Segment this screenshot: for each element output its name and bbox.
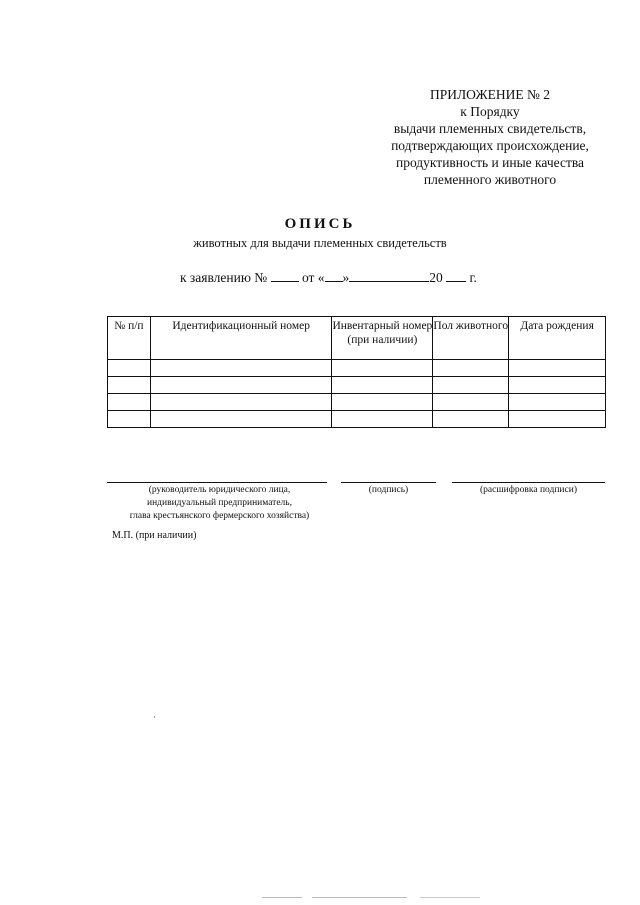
application-year-prefix: 20 — [429, 270, 443, 285]
header-sex: Пол животного — [433, 317, 509, 360]
signature-line[interactable] — [341, 482, 436, 483]
head-signature-line[interactable] — [107, 482, 327, 483]
header-inventory-number: Инвентарный номер (при наличии) — [332, 317, 433, 360]
application-year-suffix: г. — [469, 270, 477, 285]
document-subtitle: животных для выдачи племенных свидетельств — [193, 236, 447, 250]
head-caption-line: глава крестьянского фермерского хозяйства) — [129, 511, 310, 521]
scan-speck — [154, 716, 155, 718]
table-cell[interactable] — [332, 360, 433, 377]
application-number-field[interactable] — [271, 269, 299, 282]
sign-caption: (подпись) — [368, 485, 409, 495]
table-cell[interactable] — [509, 360, 606, 377]
application-line — [180, 269, 477, 286]
table-row — [108, 411, 606, 428]
application-month-field[interactable] — [349, 269, 429, 282]
signature-decode-line[interactable] — [452, 482, 605, 483]
stamp-label: М.П. (при наличии) — [112, 530, 197, 541]
table-cell[interactable] — [150, 411, 332, 428]
appendix-block — [360, 86, 620, 188]
scan-artifact — [312, 897, 407, 898]
table-row — [108, 394, 606, 411]
table-cell[interactable] — [433, 360, 509, 377]
document-title: ОПИСЬ — [284, 216, 356, 232]
table-header-row — [108, 317, 606, 360]
header-id-number: Идентификационный номер — [150, 317, 332, 360]
table-cell[interactable] — [332, 394, 433, 411]
table-cell[interactable] — [108, 360, 151, 377]
table-cell[interactable] — [433, 394, 509, 411]
table-cell[interactable] — [108, 377, 151, 394]
table-row — [108, 377, 606, 394]
scan-artifact — [262, 897, 302, 898]
animals-table — [107, 316, 606, 428]
appendix-line: к Порядку — [460, 104, 520, 119]
appendix-line: выдачи племенных свидетельств, — [393, 121, 587, 136]
table-cell[interactable] — [108, 411, 151, 428]
scan-artifact — [420, 897, 480, 898]
appendix-line: племенного животного — [423, 172, 557, 187]
head-caption-line: (руководитель юридического лица, — [148, 485, 291, 495]
table-cell[interactable] — [509, 411, 606, 428]
header-number: № п/п — [108, 317, 151, 360]
table-cell[interactable] — [433, 377, 509, 394]
table-cell[interactable] — [150, 394, 332, 411]
table-row — [108, 360, 606, 377]
header-birth-date: Дата рождения — [509, 317, 606, 360]
appendix-line: продуктивность и иные качества — [395, 155, 585, 170]
head-caption-line: индивидуальный предприниматель, — [147, 498, 292, 508]
table-cell[interactable] — [332, 411, 433, 428]
application-year-field[interactable] — [446, 269, 466, 282]
application-day-field[interactable] — [325, 269, 343, 282]
table-cell[interactable] — [150, 360, 332, 377]
table-cell[interactable] — [509, 394, 606, 411]
table-cell[interactable] — [108, 394, 151, 411]
decode-caption: (расшифровка подписи) — [480, 485, 577, 495]
appendix-title: ПРИЛОЖЕНИЕ № 2 — [429, 87, 551, 102]
table-cell[interactable] — [509, 377, 606, 394]
application-prefix: к заявлению № — [180, 270, 268, 285]
head-caption — [107, 484, 332, 523]
table-cell[interactable] — [150, 377, 332, 394]
appendix-line: подтверждающих происхождение, — [391, 138, 589, 153]
application-from: от « — [301, 270, 325, 285]
table-cell[interactable] — [332, 377, 433, 394]
table-cell[interactable] — [433, 411, 509, 428]
application-quote-close: » — [342, 270, 350, 285]
